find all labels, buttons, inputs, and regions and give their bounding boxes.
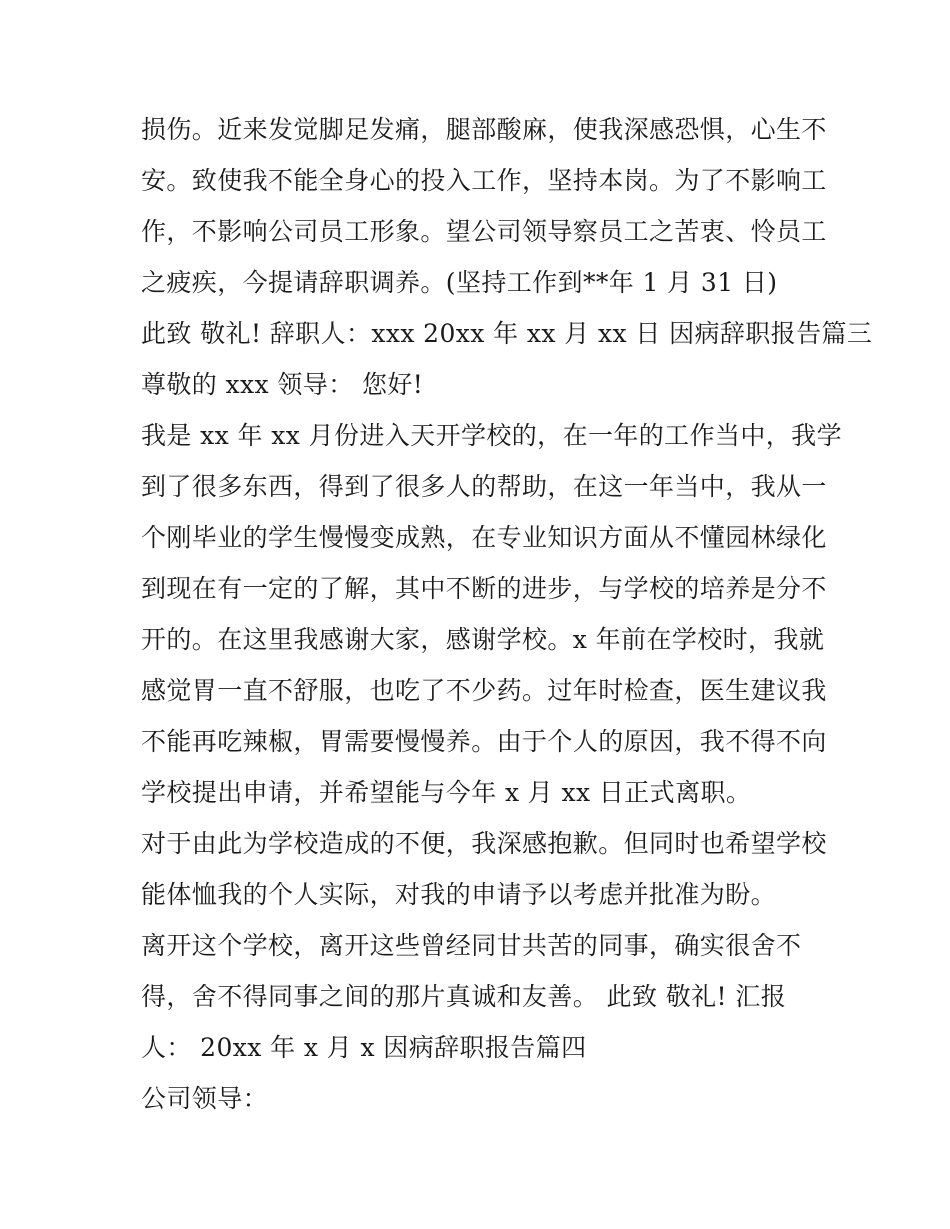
- text-line: 安。致使我不能全身心的投入工作，坚持本岗。为了不影响工: [141, 166, 827, 195]
- text-line: 开的。在这里我感谢大家，感谢学校。x 年前在学校时，我就: [141, 625, 825, 654]
- text-line: 感觉胃一直不舒服，也吃了不少药。过年时检查，医生建议我: [141, 676, 827, 705]
- text-line: 此致 敬礼! 辞职人：xxx 20xx 年 xx 月 xx 日 因病辞职报告篇三: [141, 319, 873, 348]
- text-line: 学校提出申请，并希望能与今年 x 月 xx 日正式离职。: [141, 778, 752, 807]
- text-line: 到现在有一定的了解，其中不断的进步，与学校的培养是分不: [141, 574, 827, 603]
- text-line: 作，不影响公司员工形象。望公司领导察员工之苦衷、怜员工: [141, 217, 827, 246]
- text-line: 不能再吃辣椒，胃需要慢慢养。由于个人的原因，我不得不向: [141, 727, 827, 756]
- text-line: 个刚毕业的学生慢慢变成熟，在专业知识方面从不懂园林绿化: [141, 523, 827, 552]
- text-line: 人： 20xx 年 x 月 x 因病辞职报告篇四: [141, 1033, 587, 1062]
- text-line: 公司领导：: [141, 1084, 269, 1113]
- text-line: 对于由此为学校造成的不便，我深感抱歉。但同时也希望学校: [141, 829, 827, 858]
- text-line: 离开这个学校，离开这些曾经同甘共苦的同事，确实很舍不: [141, 931, 802, 960]
- text-line: 尊敬的 xxx 领导： 您好!: [141, 370, 424, 399]
- text-line: 得，舍不得同事之间的那片真诚和友善。 此致 敬礼! 汇报: [141, 982, 787, 1011]
- document-body: [141, 104, 873, 1124]
- text-line: 损伤。近来发觉脚足发痛，腿部酸麻，使我深感恐惧，心生不: [141, 115, 827, 144]
- text-line: 能体恤我的个人实际，对我的申请予以考虑并批准为盼。: [141, 880, 777, 909]
- text-line: 到了很多东西，得到了很多人的帮助，在这一年当中，我从一: [141, 472, 827, 501]
- text-line: 我是 xx 年 xx 月份进入天开学校的，在一年的工作当中，我学: [141, 421, 842, 450]
- text-line: 之疲疾，今提请辞职调养。(坚持工作到**年 1 月 31 日): [141, 268, 778, 297]
